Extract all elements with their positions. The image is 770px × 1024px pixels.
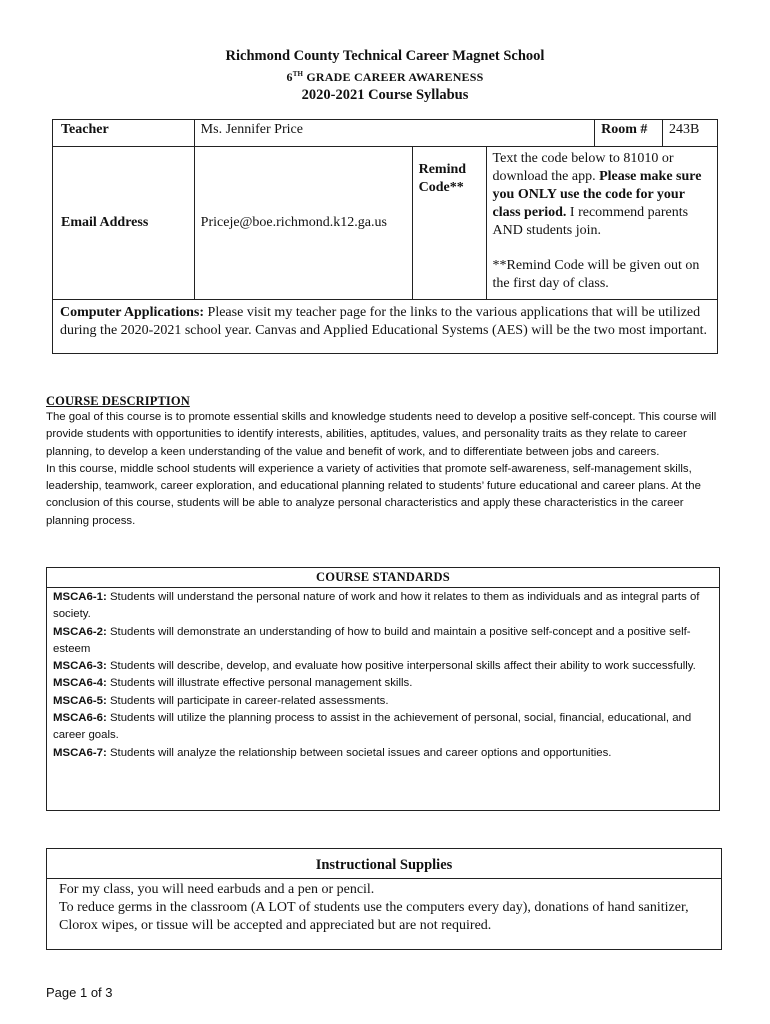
standard-item bbox=[53, 675, 713, 692]
remind-text-1: Text the code below to 81010 or download the app. bbox=[492, 151, 674, 184]
standard-text: Students will describe, develop, and evaluate how positive interpersonal skills affect their ability to work successfully. bbox=[106, 660, 696, 673]
computer-applications bbox=[53, 300, 718, 354]
standards-list bbox=[47, 588, 719, 762]
standard-item bbox=[53, 745, 713, 762]
course-description-title: COURSE DESCRIPTION bbox=[46, 394, 190, 408]
supplies-title: Instructional Supplies bbox=[47, 849, 721, 879]
email-row bbox=[53, 147, 718, 300]
email-label: Email Address bbox=[53, 147, 195, 300]
instructional-supplies-box bbox=[46, 848, 722, 950]
standard-code: MSCA6-1: bbox=[53, 591, 107, 603]
standard-item bbox=[53, 589, 713, 624]
teacher-row bbox=[53, 120, 718, 147]
apps-row bbox=[53, 300, 718, 354]
remind-label: Remind Code** bbox=[412, 147, 486, 300]
email-value: Priceje@boe.richmond.k12.ga.us bbox=[194, 147, 412, 300]
standard-code: MSCA6-5: bbox=[53, 694, 107, 707]
standard-text: Students will utilize the planning process to assist in the achievement of personal, social, financial, educational, and career goals. bbox=[53, 712, 692, 742]
standard-text: Students will illustrate effective personal management skills. bbox=[106, 677, 413, 690]
standard-code: MSCA6-6: bbox=[53, 712, 107, 725]
standard-text: Students will analyze the relationship between societal issues and career options and opportunities. bbox=[106, 746, 612, 759]
remind-bold: Please make sure you ONLY use the code for your class period. bbox=[492, 169, 702, 220]
remind-paragraph bbox=[493, 150, 711, 240]
page-number: Page 1 of 3 bbox=[46, 985, 113, 1000]
grade-suffix: TH bbox=[292, 70, 304, 78]
teacher-name: Ms. Jennifer Price bbox=[194, 120, 594, 147]
remind-footnote: **Remind Code will be given out on the first day of class. bbox=[492, 258, 700, 291]
remind-text-2: I recommend parents AND students join. bbox=[492, 205, 689, 238]
course-standards-box bbox=[46, 567, 720, 811]
apps-label: Computer Applications: bbox=[60, 305, 205, 320]
course-standards-title: COURSE STANDARDS bbox=[47, 568, 719, 588]
document-header bbox=[0, 47, 770, 104]
room-label: Room # bbox=[595, 120, 663, 147]
standard-code: MSCA6-4: bbox=[53, 677, 107, 690]
standard-text: Students will participate in career-related assessments. bbox=[106, 694, 389, 707]
room-value: 243B bbox=[663, 120, 718, 147]
supplies-line-1: For my class, you will need earbuds and a pen or pencil. bbox=[59, 882, 375, 897]
standard-text: Students will understand the personal nature of work and how it relates to them as individuals and as integral parts of society. bbox=[53, 591, 700, 621]
standard-code: MSCA6-3: bbox=[53, 660, 107, 673]
teacher-info-table bbox=[52, 119, 718, 354]
syllabus-title: 2020-2021 Course Syllabus bbox=[301, 87, 469, 103]
standard-item bbox=[53, 710, 713, 745]
course-name bbox=[0, 65, 770, 86]
supplies-text bbox=[47, 879, 721, 937]
description-paragraph-1: The goal of this course is to promote essential skills and knowledge students need to develop a positive self-concept. This course will provide students with opportunities to identify interests, abilities, aptitudes, values, and personality traits as they relate to career planning, to develop a keen understanding of the value and benefit of work, and to differentiate between jobs and careers. bbox=[46, 411, 717, 458]
teacher-label: Teacher bbox=[53, 120, 195, 147]
standard-code: MSCA6-2: bbox=[53, 625, 107, 638]
standard-code: MSCA6-7: bbox=[53, 746, 107, 759]
description-paragraph-2: In this course, middle school students will experience a variety of activities that promote self-awareness, self-management skills, leadership, teamwork, career exploration, and educational planning related to students’ future educational and career plans. At the conclusion of this course, students will be able to analyze personal characteristics and apply these characteristics in the career planning process. bbox=[46, 462, 701, 527]
course-description bbox=[46, 394, 726, 530]
supplies-line-2: To reduce germs in the classroom (A LOT of students use the computers every day), donations of hand sanitizer, Clorox wipes, or tissue will be accepted and appreciated but are not required. bbox=[59, 900, 689, 933]
standard-item bbox=[53, 624, 713, 659]
school-name: Richmond County Technical Career Magnet School bbox=[225, 48, 545, 64]
standard-item bbox=[53, 658, 713, 675]
remind-instructions bbox=[486, 147, 717, 300]
standard-item bbox=[53, 693, 713, 710]
standard-text: Students will demonstrate an understanding of how to build and maintain a positive self-concept and a positive self-esteem bbox=[53, 625, 691, 655]
course-title: GRADE CAREER AWARENESS bbox=[303, 70, 484, 84]
apps-text: Please visit my teacher page for the links to the various applications that will be utilized during the 2020-2021 school year. Canvas and Applied Educational Systems (AES) will be the two most important. bbox=[60, 305, 708, 338]
grade-number: 6 bbox=[286, 70, 293, 84]
